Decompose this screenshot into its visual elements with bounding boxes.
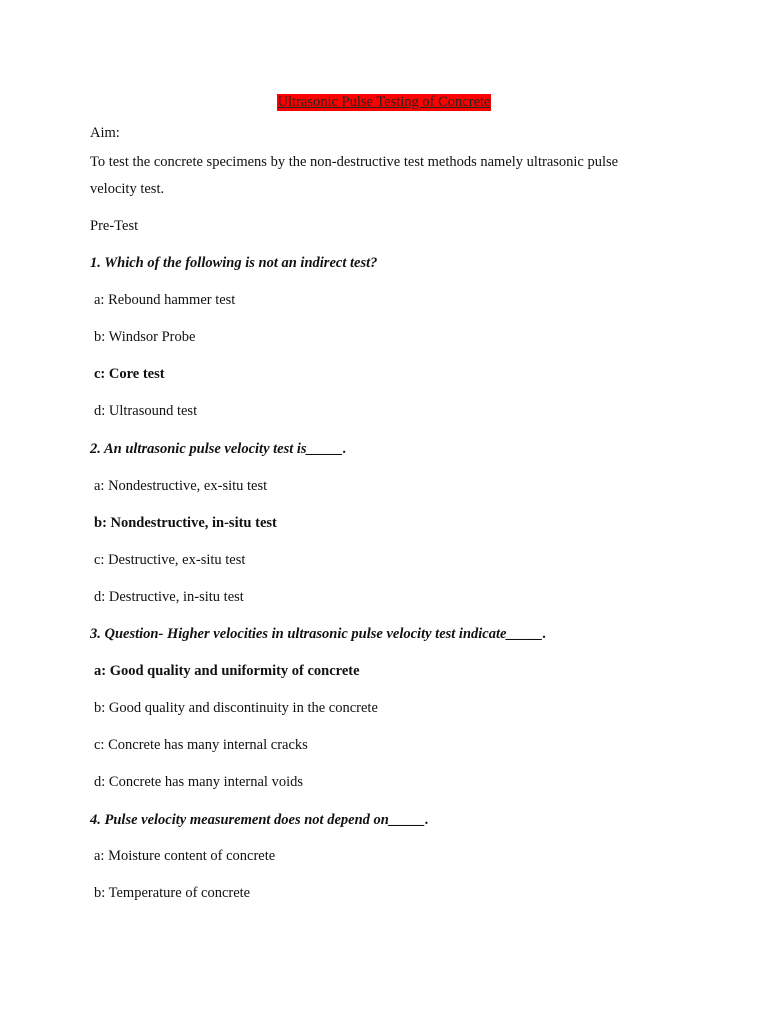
section-label: Pre-Test [90, 218, 139, 234]
question-4: 4. Pulse velocity measurement does not depend on_____. [90, 812, 429, 828]
question-2-option-d: d: Destructive, in-situ test [94, 589, 244, 605]
title-container [0, 94, 768, 111]
question-1-option-d: d: Ultrasound test [94, 403, 198, 419]
question-2-option-b-answer: b: Nondestructive, in-situ test [94, 515, 277, 531]
aim-text-line-1: To test the concrete specimens by the non-destructive test methods namely ultrasonic pulse [90, 154, 619, 170]
question-2-option-a: a: Nondestructive, ex-situ test [94, 478, 268, 494]
question-2-option-c: c: Destructive, ex-situ test [94, 552, 246, 568]
question-1-option-c-answer: c: Core test [94, 366, 165, 382]
question-3-option-b: b: Good quality and discontinuity in the concrete [94, 700, 378, 716]
question-4-option-a: a: Moisture content of concrete [94, 848, 276, 864]
question-3-option-a-answer: a: Good quality and uniformity of concrete [94, 663, 360, 679]
question-2: 2. An ultrasonic pulse velocity test is_____. [90, 441, 347, 457]
question-1-option-b: b: Windsor Probe [94, 329, 196, 345]
question-3-option-d: d: Concrete has many internal voids [94, 774, 303, 790]
aim-text-line-2: velocity test. [90, 181, 165, 197]
aim-label: Aim: [90, 125, 120, 141]
question-1: 1. Which of the following is not an indirect test? [90, 255, 378, 271]
question-3: 3. Question- Higher velocities in ultrasonic pulse velocity test indicate_____. [90, 626, 547, 642]
document-title: Ultrasonic Pulse Testing of Concrete [277, 94, 491, 110]
question-1-option-a: a: Rebound hammer test [94, 292, 236, 308]
question-3-option-c: c: Concrete has many internal cracks [94, 737, 308, 753]
question-4-option-b: b: Temperature of concrete [94, 885, 251, 901]
